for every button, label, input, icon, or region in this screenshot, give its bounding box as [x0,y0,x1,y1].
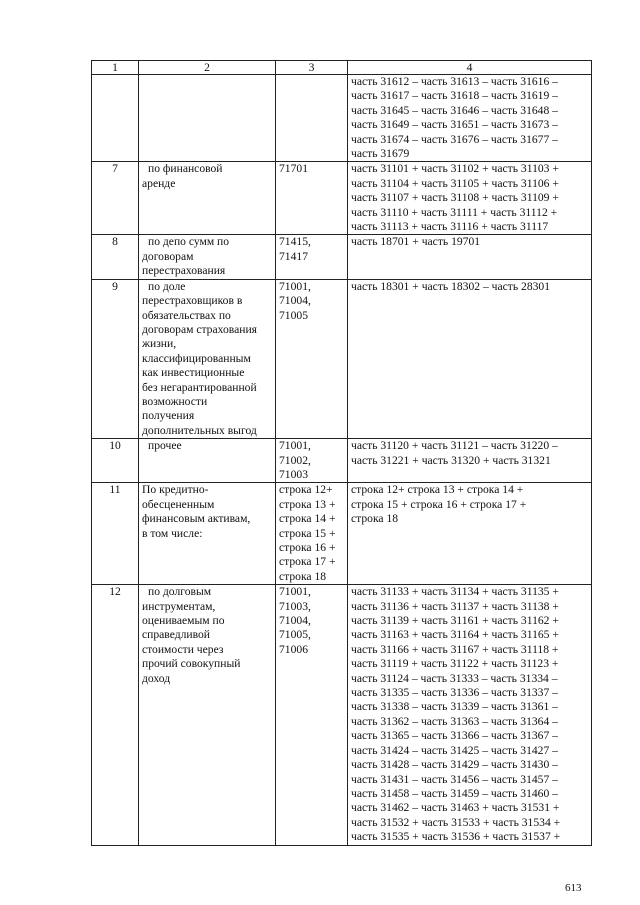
account-codes-line: строка 13 + [279,497,336,511]
data-table [91,60,592,846]
header-cell-2: 2 [139,61,276,75]
indicator-name-cell [139,483,276,585]
account-codes-line: 71003 [279,467,308,481]
formula-cell [348,279,592,438]
indicator-name-line: как инвестиционные [142,366,245,380]
formula-line: часть 31424 – часть 31425 – часть 31427 – [351,743,558,757]
formula-line: часть 31679 [351,147,410,161]
indicator-name-line: справедливой [142,628,210,642]
account-codes-line: 71004, [279,614,311,628]
header-cell-1: 1 [92,61,139,75]
indicator-name-line: перестрахования [142,264,226,278]
indicator-name-line: финансовым активам, [142,512,251,526]
formula-line: часть 31221 + часть 31320 + часть 31321 [351,453,551,467]
account-codes-line: строка 16 + [279,541,336,554]
row-number-cell: 12 [92,585,139,845]
table-row [92,439,592,483]
formula-line: часть 31136 + часть 31137 + часть 31138 + [351,599,559,613]
formula-line: часть 31107 + часть 31108 + часть 31109 + [351,191,559,205]
page-number: 613 [565,882,582,894]
account-codes-line: 71701 [279,162,308,176]
formula-line: часть 31428 – часть 31429 – часть 31430 – [351,758,558,772]
formula-line: часть 31119 + часть 31122 + часть 31123 + [351,657,559,671]
indicator-name-line: договорам страхования [142,322,257,336]
indicator-name-cell [139,235,276,279]
account-codes-line: 71002, [279,453,311,467]
formula-line: часть 31649 – часть 31651 – часть 31673 – [351,118,558,132]
formula-line: часть 31139 + часть 31161 + часть 31162 + [351,614,559,628]
formula-line: часть 31462 – часть 31463 + часть 31531 + [351,801,560,815]
row-number-cell: 9 [92,279,139,438]
indicator-name-line: без негарантированной [142,380,257,394]
indicator-name-line: договорам [142,249,194,263]
account-codes-line: 71415, [279,235,311,249]
indicator-name-cell [139,439,276,483]
indicator-name-line: стоимости через [142,642,224,656]
indicator-name-cell [139,162,276,235]
account-codes-line: строка 15 + [279,526,336,540]
formula-cell [348,439,592,483]
formula-line: часть 31645 – часть 31646 – часть 31648 – [351,103,558,117]
indicator-name-line: по депо сумм по [148,235,230,249]
formula-line: часть 31120 + часть 31121 – часть 31220 – [351,439,558,453]
account-codes-cell [276,162,348,235]
indicator-name-line: дополнительных выгод [142,423,257,437]
indicator-name-line: оцениваемым по [142,614,225,628]
formula-line: часть 31535 + часть 31536 + часть 31537 + [351,830,561,844]
table-row [92,162,592,235]
header-cell-3: 3 [276,61,348,75]
account-codes-line: 71006 [279,642,308,656]
account-codes-line: 71003, [279,599,311,613]
account-codes-cell [276,585,348,845]
indicator-name-line: жизни, [142,337,177,351]
formula-line: часть 31335 – часть 31336 – часть 31337 – [351,686,558,700]
account-codes-line: строка 12+ [279,483,333,497]
indicator-name-cell [139,585,276,845]
formula-line: часть 31532 + часть 31533 + часть 31534 + [351,815,561,829]
formula-line: часть 18701 + часть 19701 [351,235,481,249]
formula-line: часть 31338 – часть 31339 – часть 31361 – [351,700,558,714]
account-codes-cell [276,279,348,438]
formula-line: часть 31458 – часть 31459 – часть 31460 – [351,786,558,800]
indicator-name-line: возможности [142,394,208,408]
formula-line: часть 31124 – часть 31333 – часть 31334 – [351,671,558,685]
formula-line: часть 31617 – часть 31618 – часть 31619 – [351,89,558,103]
row-number-cell: 7 [92,162,139,235]
indicator-name-cell [139,279,276,438]
account-codes-line: 71001, [279,439,311,453]
formula-line: часть 31163 + часть 31164 + часть 31165 + [351,628,559,642]
account-codes-line: 71001, [279,279,311,293]
formula-line: строка 15 + строка 16 + строка 17 + [351,497,527,511]
row-number-cell [92,75,139,162]
formula-line: часть 31362 – часть 31363 – часть 31364 – [351,714,558,728]
header-cell-4: 4 [348,61,592,75]
indicator-name-line: прочее [148,439,182,453]
indicator-name-line: аренде [142,176,176,190]
indicator-name-line: по доле [148,279,186,293]
formula-line: строка 12+ строка 13 + строка 14 + [351,483,524,497]
table-row [92,235,592,279]
indicator-name-line: прочий совокупный [142,657,241,671]
formula-line: часть 18301 + часть 18302 – часть 28301 [351,279,551,293]
formula-cell [348,585,592,845]
formula-cell [348,75,592,162]
account-codes-cell [276,235,348,279]
account-codes-line: 71004, [279,294,311,308]
indicator-name-line: обязательствах по [142,308,231,322]
indicator-name-line: перестраховщиков в [142,294,243,308]
account-codes-line: 71001, [279,585,311,599]
indicator-name-cell [139,75,276,162]
formula-line: часть 31365 – часть 31366 – часть 31367 – [351,729,558,743]
row-number-cell: 10 [92,439,139,483]
table-row [92,75,592,162]
formula-cell [348,235,592,279]
formula-line: часть 31104 + часть 31105 + часть 31106 + [351,176,559,190]
row-number-cell: 11 [92,483,139,585]
header-row [92,61,592,75]
table-row [92,279,592,438]
indicator-name-line: доход [142,671,171,685]
formula-line: часть 31674 – часть 31676 – часть 31677 – [351,132,558,146]
formula-line: часть 31113 + часть 31116 + часть 31117 [351,220,549,234]
formula-line: строка 18 [351,512,399,526]
indicator-name-line: в том числе: [142,526,203,540]
table-row [92,483,592,585]
account-codes-line: строка 18 [279,569,327,583]
indicator-name-line: по долговым [148,585,212,599]
indicator-name-line: инструментам, [142,599,216,613]
indicator-name-line: получения [142,409,195,423]
account-codes-line: 71417 [279,249,308,263]
table-row [92,585,592,845]
account-codes-cell [276,483,348,585]
formula-line: часть 31612 – часть 31613 – часть 31616 – [351,75,558,88]
formula-cell [348,483,592,585]
indicator-name-line: обесцененным [142,497,215,511]
account-codes-line: 71005 [279,308,308,322]
account-codes-cell [276,439,348,483]
account-codes-line: строка 17 + [279,555,336,569]
formula-line: часть 31110 + часть 31111 + часть 31112 + [351,205,558,219]
formula-line: часть 31101 + часть 31102 + часть 31103 + [351,162,559,176]
account-codes-cell [276,75,348,162]
indicator-name-line: классифицированным [142,351,251,365]
formula-line: часть 31431 – часть 31456 – часть 31457 – [351,772,558,786]
account-codes-line: 71005, [279,628,311,642]
formula-line: часть 31166 + часть 31167 + часть 31118 + [351,642,559,656]
row-number-cell: 8 [92,235,139,279]
indicator-name-line: по финансовой [148,162,223,176]
formula-line: часть 31133 + часть 31134 + часть 31135 + [351,585,559,599]
table-body [92,61,592,846]
account-codes-line: строка 14 + [279,512,336,526]
indicator-name-line: По кредитно- [142,483,209,497]
formula-cell [348,162,592,235]
